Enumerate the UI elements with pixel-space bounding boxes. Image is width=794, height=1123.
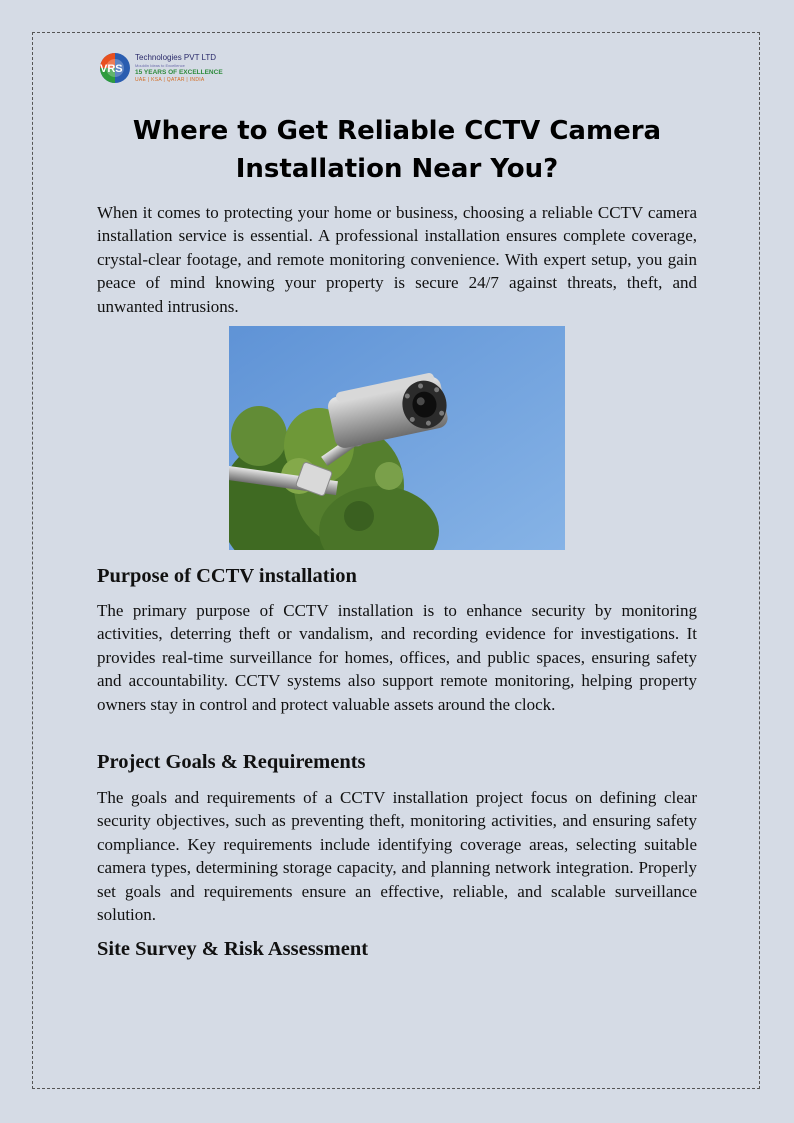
logo-countries: UAE | KSA | QATAR | INDIA [135, 77, 205, 83]
cctv-camera-photo [229, 326, 565, 550]
page-title: Where to Get Reliable CCTV Camera Installation Near You? [132, 116, 662, 184]
company-logo [97, 50, 237, 90]
page-border [32, 32, 760, 1089]
logo-monogram: VRS [100, 63, 123, 75]
logo-years-badge: 15 YEARS OF EXCELLENCE [135, 69, 223, 76]
logo-company-name: Technologies PVT LTD [135, 53, 217, 62]
section-heading-site-survey: Site Survey & Risk Assessment [97, 938, 369, 960]
logo-emblem [97, 50, 135, 90]
logo-tagline: Mouldin Ideas to Excellence [135, 63, 185, 68]
section-heading-goals: Project Goals & Requirements [97, 751, 366, 773]
section-body-purpose: The primary purpose of CCTV installation is to enhance security by monitoring activities, deterring theft or vandalism, and recording evidence for investigations. It provides real-time surveillance for homes, offices, and public spaces, ensuring safety and accountability. CCTV systems also support remote monitoring, helping property owners stay in control and protect valuable assets around the clock. [97, 601, 697, 714]
section-heading-purpose: Purpose of CCTV installation [97, 565, 357, 587]
section-body-goals: The goals and requirements of a CCTV installation project focus on defining clear security objectives, such as preventing theft, monitoring activities, and ensuring safety compliance. Key requirements include identifying coverage areas, selecting suitable camera types, determining storage capacity, and planning network integration. Properly set goals and requirements ensure an effective, reliable, and scalable surveillance solution. [97, 788, 697, 925]
intro-paragraph: When it comes to protecting your home or business, choosing a reliable CCTV camera installation service is essential. A professional installation ensures complete coverage, crystal-clear footage, and remote monitoring convenience. With expert setup, you gain peace of mind knowing your property is secure 24/7 against threats, theft, and unwanted intrusions. [97, 203, 697, 316]
